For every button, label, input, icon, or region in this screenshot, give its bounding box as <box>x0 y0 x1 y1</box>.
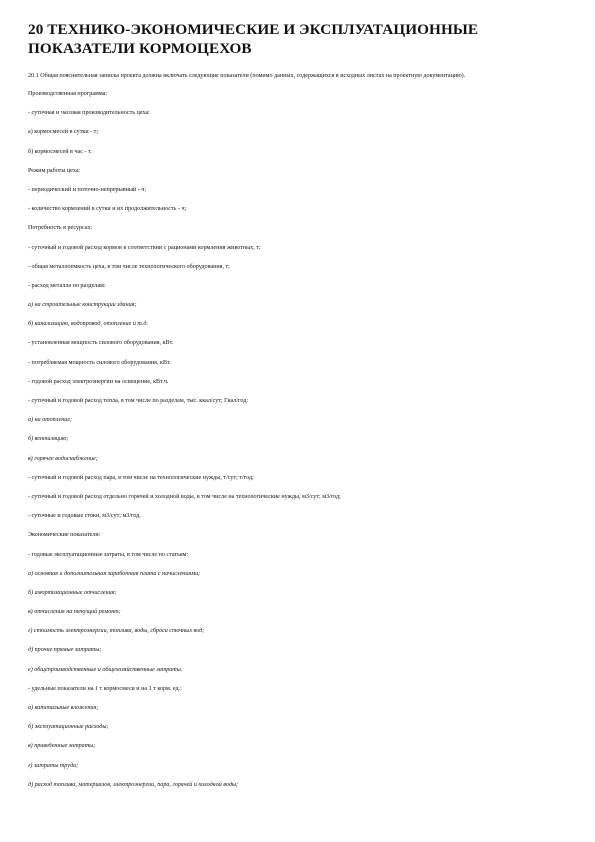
list-item: - расход металла по разделам: <box>28 282 106 289</box>
intro-paragraph: 20.1 Общая пояснительная записка проекта должна включать следующие показатели (помимо данных, содержащихся в исходных листах на проектную документацию). <box>28 73 466 79</box>
list-item: г) затраты труда; <box>28 762 79 769</box>
list-item: - суточный и годовой расход тепла, в том числе по разделам, тыс. ккал/сут; Гкал/год: <box>28 398 249 404</box>
list-item: - установленная мощность силового оборудования, кВт. <box>28 340 174 347</box>
list-item: в) отчисления на текущий ремонт; <box>28 609 121 616</box>
list-item: - удельные показатели на 1 т кормосмеси и на 1 т корм. ед.: <box>28 685 182 692</box>
list-item: - годовые эксплуатационные затраты, в том числе по статьям: <box>28 551 189 558</box>
list-item: б) амортизационные отчисления; <box>28 589 117 596</box>
list-item: - суточный и годовой расход пара, в том числе на технологические нужды, т/сут; т/год; <box>28 474 254 481</box>
section-heading: Экономические показатели: <box>28 532 101 539</box>
list-item: б) кормосмесей в час - т. <box>28 148 92 155</box>
list-item: б) канализацию, водопровод, отопление и т.д. <box>28 321 148 328</box>
list-item: д) прочие прямые затраты; <box>28 647 102 654</box>
list-item: - суточная и часовая производительность цеха: <box>28 110 150 117</box>
document-body <box>28 72 568 800</box>
list-item: д) расход топлива, материалов, электроэнергии, пара, горячей и холодной воды; <box>28 781 239 788</box>
section-heading: Режим работы цеха: <box>28 167 81 174</box>
section-heading: Производственная программа: <box>28 91 108 97</box>
list-item: а) на строительные конструкции здания; <box>28 302 137 309</box>
list-item: в) приведенные затраты; <box>28 743 96 750</box>
list-item: в) горячее водоснабжение; <box>28 455 98 462</box>
list-item: а) основная и дополнительная заработная плата с начислениями; <box>28 570 201 577</box>
list-item: - периодический и поточно-непрерывный - ч; <box>28 186 147 193</box>
list-item: - общая металлоемкость цеха, в том числе технологического оборудования, т; <box>28 263 230 270</box>
list-item: г) стоимость электроэнергии, топлива, воды, сброса сточных вод; <box>28 628 205 635</box>
list-item: - количество кормлений в сутки и их продолжительность - ч; <box>28 206 187 213</box>
list-item: е) общепроизводственные и общехозяйственные затраты. <box>28 666 183 673</box>
list-item: а) капитальные вложения; <box>28 705 99 711</box>
list-item: - потребляемая мощность силового оборудования, кВт. <box>28 359 171 366</box>
list-item: б) эксплуатационные расходы; <box>28 724 109 731</box>
list-item: - суточный и годовой расход кормов в соответствии с рационами кормления животных, т; <box>28 244 261 251</box>
list-item: а) на отопление; <box>28 417 73 424</box>
section-heading: Потребность в ресурсах: <box>28 225 93 232</box>
list-item: б) вентиляцию; <box>28 436 69 443</box>
list-item: - суточный и годовой расход отдельно горячей и холодной воды, в том числе на технологические нужды, м3/сут; м3/год; <box>28 493 341 500</box>
list-item: а) кормосмесей в сутки - т; <box>28 129 99 136</box>
list-item: - суточные и годовые стоки, м3/сут; м3/год. <box>28 513 141 520</box>
page-title: 20 ТЕХНИКО-ЭКОНОМИЧЕСКИЕ И ЭКСПЛУАТАЦИОННЫЕ ПОКАЗАТЕЛИ КОРМОЦЕХОВ <box>28 21 479 57</box>
list-item: - годовой расход электроэнергии на освещение, кВт.ч. <box>28 378 169 385</box>
